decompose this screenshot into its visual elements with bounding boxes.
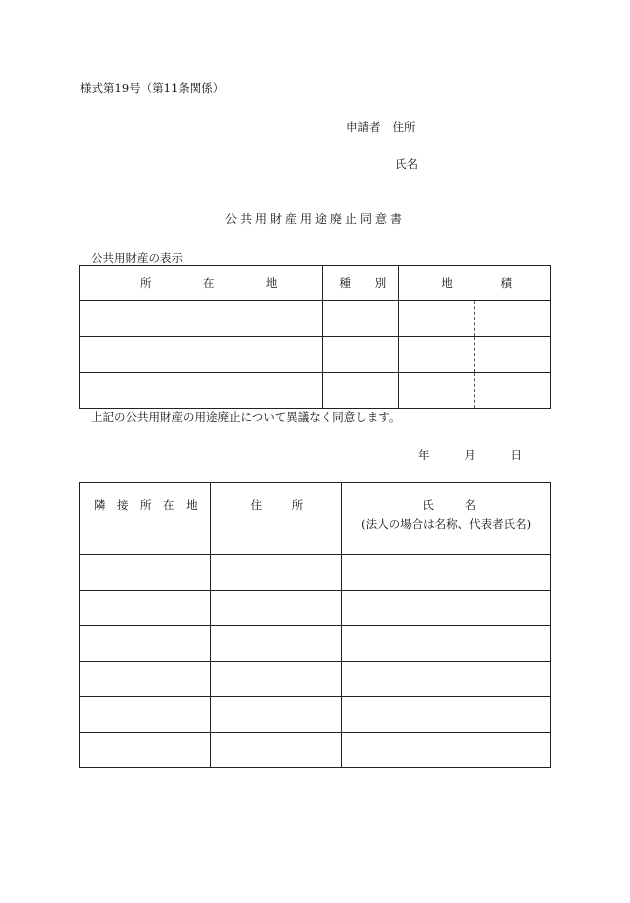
name-cell[interactable] — [342, 697, 551, 733]
adjacent-location-cell[interactable] — [80, 626, 211, 662]
location-cell[interactable] — [80, 373, 323, 409]
location-cell[interactable] — [80, 337, 323, 373]
location-cell[interactable] — [80, 301, 323, 337]
type-cell[interactable] — [323, 337, 399, 373]
consent-statement: 上記の公共用財産の用途廃止について異議なく同意します。 — [91, 410, 401, 424]
address-cell[interactable] — [210, 555, 342, 591]
area-cell-integer[interactable] — [399, 301, 475, 337]
name-cell[interactable] — [342, 661, 551, 697]
area-cell-integer[interactable] — [399, 337, 475, 373]
applicant-address-line — [346, 119, 416, 135]
address-header: 住 所 — [210, 483, 342, 555]
area-cell-integer[interactable] — [399, 373, 475, 409]
adjacent-location-cell[interactable] — [80, 697, 211, 733]
neighbor-row — [80, 590, 551, 626]
neighbor-header-row — [80, 483, 551, 555]
area-cell-decimal[interactable] — [475, 373, 551, 409]
adjacent-location-cell[interactable] — [80, 590, 211, 626]
area-cell-decimal[interactable] — [475, 301, 551, 337]
adjacent-location-cell[interactable] — [80, 661, 211, 697]
type-cell[interactable] — [323, 373, 399, 409]
address-cell[interactable] — [210, 626, 342, 662]
adjacent-location-cell[interactable] — [80, 732, 211, 768]
area-header: 地 積 — [399, 266, 551, 301]
form-number: 様式第19号（第11条関係） — [80, 81, 225, 95]
location-header: 所 在 地 — [80, 266, 323, 301]
month-label: 月 — [464, 448, 476, 462]
day-label: 日 — [510, 448, 522, 462]
name-cell[interactable] — [342, 732, 551, 768]
property-header-row — [80, 266, 551, 301]
date-line — [418, 447, 522, 463]
property-table — [79, 265, 551, 409]
property-row — [80, 301, 551, 337]
address-cell[interactable] — [210, 697, 342, 733]
name-header: 氏 名 (法人の場合は名称、代表者氏名) — [342, 483, 551, 555]
year-label: 年 — [418, 448, 430, 462]
address-label: 住所 — [392, 120, 416, 134]
address-cell[interactable] — [210, 732, 342, 768]
type-cell[interactable] — [323, 301, 399, 337]
neighbor-row — [80, 661, 551, 697]
adjacent-location-header: 隣 接 所 在 地 — [80, 483, 211, 555]
adjacent-location-cell[interactable] — [80, 555, 211, 591]
type-header: 種 別 — [323, 266, 399, 301]
name-cell[interactable] — [342, 555, 551, 591]
name-note: (法人の場合は名称、代表者氏名) — [361, 517, 532, 531]
applicant-name-label: 氏名 — [395, 157, 418, 171]
name-cell[interactable] — [342, 590, 551, 626]
neighbor-table — [79, 482, 551, 768]
applicant-label: 申請者 — [346, 120, 381, 134]
neighbor-row — [80, 626, 551, 662]
address-cell[interactable] — [210, 661, 342, 697]
neighbor-row — [80, 697, 551, 733]
name-cell[interactable] — [342, 626, 551, 662]
property-row — [80, 373, 551, 409]
document-title: 公共用財産用途廃止同意書 — [224, 212, 405, 226]
property-caption: 公共用財産の表示 — [91, 251, 183, 265]
address-cell[interactable] — [210, 590, 342, 626]
area-cell-decimal[interactable] — [475, 337, 551, 373]
neighbor-row — [80, 555, 551, 591]
property-row — [80, 337, 551, 373]
neighbor-row — [80, 732, 551, 768]
